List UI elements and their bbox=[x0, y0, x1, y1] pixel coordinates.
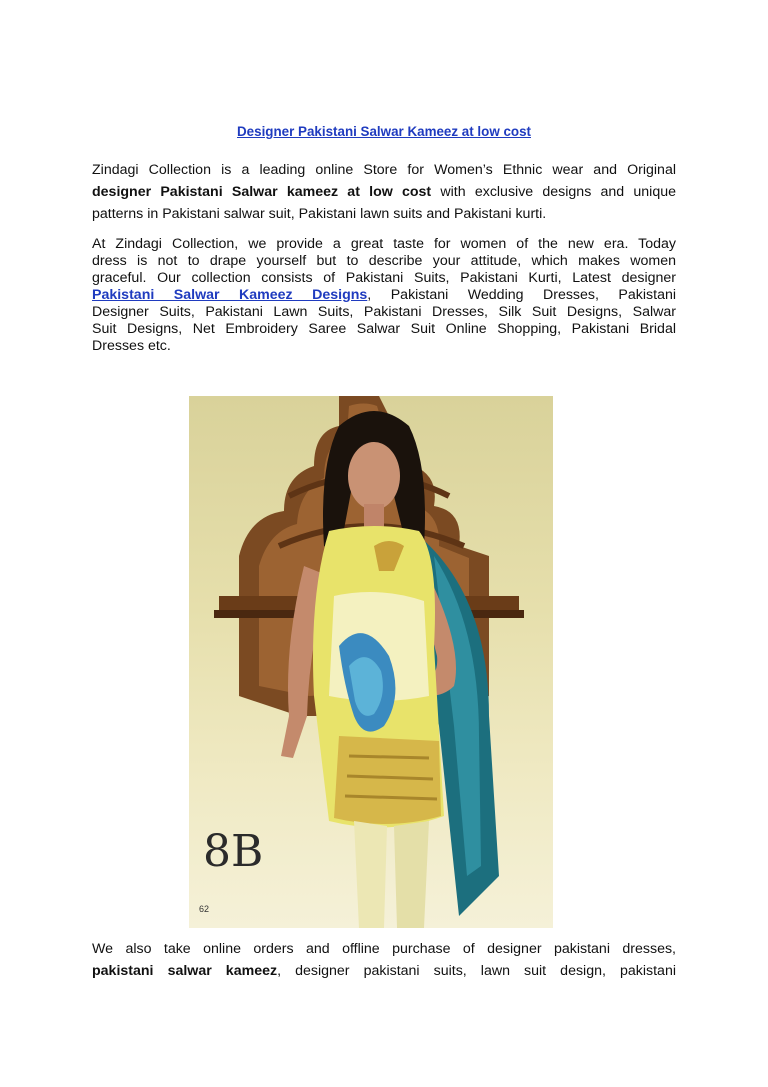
brand-mark: 8B bbox=[203, 826, 264, 877]
page-title bbox=[0, 124, 768, 139]
intro-paragraph bbox=[92, 159, 676, 225]
photo-page-number: 62 bbox=[199, 904, 210, 914]
collection-line: dress is not to drape yourself but to describe your attitude, which makes women bbox=[92, 253, 676, 269]
line-text: with exclusive designs and unique bbox=[431, 184, 676, 200]
collection-line: Designer Suits, Pakistani Lawn Suits, Pakistani Dresses, Silk Suit Designs, Salwar bbox=[92, 304, 676, 320]
orders-paragraph bbox=[92, 938, 676, 982]
collection-line: At Zindagi Collection, we provide a great taste for women of the new era. Today bbox=[92, 236, 676, 252]
product-photo bbox=[189, 396, 553, 928]
bold-phrase: designer Pakistani Salwar kameez at low cost bbox=[92, 184, 432, 200]
collection-line bbox=[92, 287, 676, 304]
bold-phrase: pakistani salwar kameez bbox=[92, 963, 278, 979]
intro-line: patterns in Pakistani salwar suit, Pakistani lawn suits and Pakistani kurti. bbox=[92, 206, 547, 222]
intro-line bbox=[92, 181, 676, 203]
line-text: , Pakistani Wedding Dresses, Pakistani bbox=[367, 287, 676, 303]
salwar-kameez-designs-link[interactable]: Pakistani Salwar Kameez Designs bbox=[92, 287, 368, 303]
line-text: , designer pakistani suits, lawn suit design, pakistani bbox=[277, 963, 676, 979]
intro-line: Zindagi Collection is a leading online Store for Women’s Ethnic wear and Original bbox=[92, 162, 676, 178]
collection-line: Dresses etc. bbox=[92, 338, 171, 354]
title-link[interactable]: Designer Pakistani Salwar Kameez at low cost bbox=[237, 124, 531, 139]
collection-line: Suit Designs, Net Embroidery Saree Salwar Suit Online Shopping, Pakistani Bridal bbox=[92, 321, 676, 337]
collection-line: graceful. Our collection consists of Pakistani Suits, Pakistani Kurti, Latest designer bbox=[92, 270, 676, 286]
collection-paragraph bbox=[92, 236, 676, 355]
orders-line bbox=[92, 960, 676, 982]
orders-line: We also take online orders and offline purchase of designer pakistani dresses, bbox=[92, 941, 676, 957]
